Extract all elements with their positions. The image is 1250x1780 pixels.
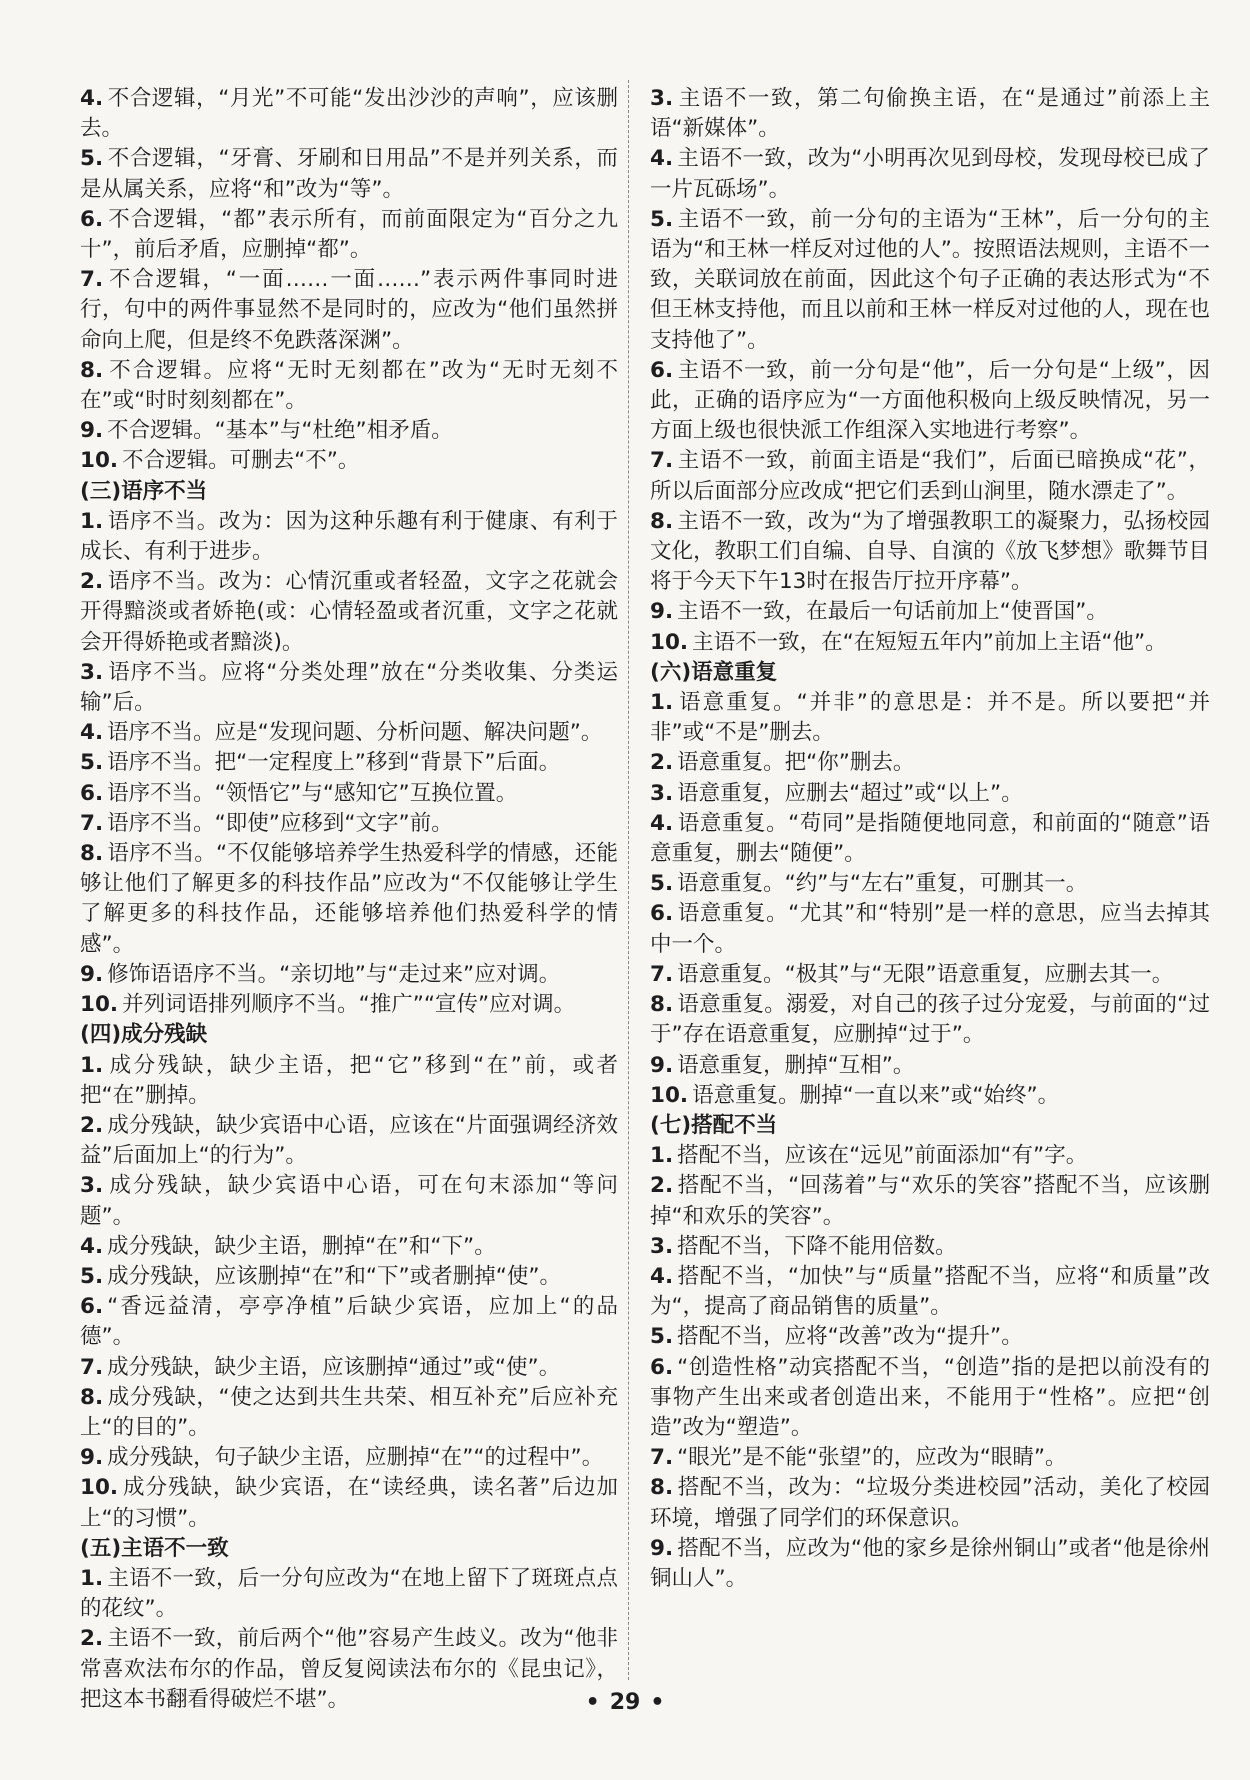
item-text: 搭配不当，“回荡着”与“欢乐的笑容”搭配不当，应该删掉“和欢乐的笑容”。 [650,1173,1210,1229]
answer-item [650,809,1210,869]
answer-item [80,1262,618,1292]
answer-item [80,718,618,748]
answer-item [650,507,1210,598]
item-text: 成分残缺，缺少主语，应该删掉“通过”或“使”。 [107,1354,561,1380]
answer-item [650,990,1210,1050]
answer-item [80,265,618,356]
item-number: 10. [650,1082,689,1108]
item-text: 语意重复。“并非”的意思是：并不是。所以要把“并非”或“不是”删去。 [650,690,1210,746]
answer-item [650,869,1210,899]
item-text: 搭配不当，应该在“远见”前面添加“有”字。 [677,1143,1088,1169]
item-number: 6. [80,1294,104,1320]
answer-item [650,899,1210,959]
item-number: 8. [650,992,674,1018]
item-text: 成分残缺，缺少主语，把“它”移到“在”前，或者把“在”删掉。 [80,1052,618,1108]
answer-item [80,1292,618,1352]
item-number: 1. [650,690,674,716]
item-number: 2. [80,1626,104,1652]
item-number: 2. [80,1112,104,1138]
item-text: 成分残缺，应该删掉“在”和“下”或者删掉“使”。 [107,1263,561,1289]
item-number: 8. [80,841,104,867]
item-text: 语序不当。把“一定程度上”移到“背景下”后面。 [107,750,561,776]
item-text: 并列词语排列顺序不当。“推广”“宣传”应对调。 [122,992,576,1018]
item-number: 9. [80,1445,104,1471]
answer-item [650,688,1210,748]
answer-item [80,809,618,839]
item-text: 成分残缺，缺少主语，删掉“在”和“下”。 [107,1233,496,1259]
item-text: 主语不一致，改为“为了增强教职工的凝聚力，弘扬校园文化，教职工们自编、自导、自演的《放飞梦想》歌舞节目将于今天下午13时在报告厅拉开序幕”。 [650,508,1210,595]
item-text: 成分残缺，句子缺少主语，应删掉“在”“的过程中”。 [107,1445,604,1471]
item-number: 4. [80,720,104,746]
answer-item [650,1322,1210,1352]
answer-item [650,1171,1210,1231]
item-text: 语意重复，应删去“超过”或“以上”。 [677,780,1023,806]
item-text: 语意重复，删掉“互相”。 [677,1052,915,1078]
item-text: 主语不一致，后一分句应改为“在地上留下了斑斑点点的花纹”。 [80,1565,618,1622]
answer-item [650,1443,1210,1473]
item-text: 语意重复。把“你”删去。 [677,750,915,776]
answer-item [80,205,618,265]
answer-item [650,628,1210,658]
item-text: 不合逻辑。“基本”与“杜绝”相矛盾。 [107,418,453,444]
item-number: 1. [80,1565,104,1591]
answer-item [80,416,618,446]
item-number: 1. [650,1143,674,1169]
answer-item [650,748,1210,778]
item-number: 3. [80,659,104,685]
item-number: 3. [650,86,674,111]
item-text: 成分残缺，缺少宾语中心语，应该在“片面强调经济效益”后面加上“的行为”。 [80,1112,618,1169]
item-number: 2. [650,750,674,776]
item-text: 主语不一致，改为“小明再次见到母校，发现母校已成了一片瓦砾场”。 [650,146,1210,202]
item-number: 4. [80,1233,104,1259]
item-number: 8. [80,1384,104,1410]
item-text: 搭配不当，下降不能用倍数。 [677,1233,957,1259]
item-text: 不合逻辑。应将“无时无刻都在”改为“无时无刻不在”或“时时刻刻都在”。 [80,357,618,414]
item-text: 成分残缺，“使之达到共生共荣、相互补充”后应补充上“的目的”。 [80,1384,618,1440]
item-number: 6. [80,206,104,232]
item-text: 主语不一致，前一分句是“他”，后一分句是“上级”，因此，正确的语序应为“一方面他积极向上级反映情况，另一方面上级也很快派工作组深入实地进行考察”。 [650,357,1210,444]
answer-item [650,1262,1210,1322]
item-number: 4. [650,146,674,172]
answer-item [650,1081,1210,1111]
item-text: 不合逻辑，“牙膏、牙刷和日用品”不是并列关系，而是从属关系，应将“和”改为“等”。 [80,146,618,202]
answer-item [80,1171,618,1231]
item-number: 8. [650,508,674,534]
answer-item [80,144,618,204]
item-number: 9. [650,1535,674,1561]
item-number: 7. [650,448,674,474]
item-number: 6. [80,780,104,806]
answer-item [650,84,1210,144]
item-text: 语序不当。“不仅能够培养学生热爱科学的情感，还能够让他们了解更多的科技作品”应改为“不仅能够让学生了解更多的科技作品，还能够培养他们热爱科学的情感”。 [80,841,618,957]
item-text: “香远益清，亭亭净植”后缺少宾语，应加上“的品德”。 [80,1294,618,1350]
answer-item [650,356,1210,447]
answer-item [80,1443,618,1473]
item-number: 8. [650,1475,674,1501]
item-number: 5. [650,206,674,232]
item-text: 搭配不当，“加快”与“质量”搭配不当，应将“和质量”改为“，提高了商品销售的质量”。 [650,1263,1210,1320]
item-text: 语意重复。溺爱，对自己的孩子过分宠爱，与前面的“过于”存在语意重复，应删掉“过于”。 [650,992,1210,1048]
item-text: 成分残缺，缺少宾语，在“读经典，读名著”后边加上“的习惯”。 [80,1475,618,1531]
section-heading: (四)成分残缺 [80,1022,208,1048]
answer-item [80,1564,618,1624]
column-divider [628,80,629,1680]
item-number: 6. [650,357,674,383]
footer-dot-right: • [650,1690,665,1715]
item-text: 语意重复。“苟同”是指随便地同意，和前面的“随意”语意重复，删去“随便”。 [650,810,1210,867]
footer-dot-left: • [585,1690,600,1715]
answer-item [80,1051,618,1111]
answer-item [80,356,618,416]
item-text: 不合逻辑。可删去“不”。 [122,448,360,474]
section-heading: (六)语意重复 [650,659,778,685]
item-text: 主语不一致，在最后一句话前加上“使晋国”。 [677,599,1108,625]
item-number: 5. [80,146,104,172]
answer-item [650,1051,1210,1081]
answer-item [650,205,1210,356]
item-number: 9. [80,961,104,987]
item-text: 语序不当。改为：因为这种乐趣有利于健康、有利于成长、有利于进步。 [80,508,618,565]
item-number: 7. [650,1445,674,1471]
answer-item [80,1111,618,1171]
answer-item [650,779,1210,809]
answer-item [80,446,618,476]
item-number: 9. [80,418,104,444]
item-text: 搭配不当，改为：“垃圾分类进校园”活动，美化了校园环境，增强了同学们的环保意识。 [650,1475,1210,1531]
item-number: 4. [650,1263,674,1289]
item-text: 主语不一致，第二句偷换主语，在“是通过”前添上主语“新媒体”。 [650,86,1210,142]
answer-item [80,84,618,144]
answer-item [650,960,1210,990]
answer-item [80,839,618,960]
item-text: 语意重复。“极其”与“无限”语意重复，应删去其一。 [677,961,1174,987]
item-number: 6. [650,1354,674,1380]
item-number: 10. [80,448,119,474]
answer-item [80,990,618,1020]
item-number: 2. [80,569,104,595]
item-text: 不合逻辑，“一面……一面……”表示两件事同时进行，句中的两件事显然不是同时的，应改为“他们虽然拼命向上爬，但是终不免跌落深渊”。 [80,267,618,353]
item-number: 7. [650,961,674,987]
item-number: 2. [650,1173,674,1199]
item-number: 1. [80,508,104,534]
item-number: 9. [650,1052,674,1078]
item-number: 5. [650,1324,674,1350]
item-number: 7. [80,810,104,836]
item-number: 8. [80,357,104,383]
item-number: 10. [650,629,689,655]
item-text: 不合逻辑，“都”表示所有，而前面限定为“百分之九十”，前后矛盾，应删掉“都”。 [80,206,618,263]
left-column [80,84,618,1715]
item-text: “眼光”是不能“张望”的，应改为“眼睛”。 [677,1445,1067,1471]
item-number: 6. [650,901,674,927]
item-text: 成分残缺，缺少宾语中心语，可在句末添加“等问题”。 [80,1173,618,1229]
item-text: 语序不当。改为：心情沉重或者轻盈，文字之花就会开得黯淡或者娇艳(或：心情轻盈或者沉重，文字之花就会开得娇艳或者黯淡)。 [80,569,618,655]
answer-item [650,446,1210,506]
item-number: 5. [80,1263,104,1289]
section-heading: (七)搭配不当 [650,1112,778,1138]
answer-item [80,1353,618,1383]
item-text: 主语不一致，在“在短短五年内”前加上主语“他”。 [692,629,1167,655]
answer-item [650,1141,1210,1171]
answer-item [650,1232,1210,1262]
answer-item [80,658,618,718]
answer-item [80,1232,618,1262]
item-number: 4. [80,86,104,111]
section-heading: (三)语序不当 [80,478,208,504]
item-number: 9. [650,599,674,625]
item-number: 7. [80,1354,104,1380]
item-text: 语序不当。“即使”应移到“文字”前。 [107,810,453,836]
item-number: 3. [650,1233,674,1259]
item-number: 5. [650,871,674,897]
item-number: 1. [80,1052,104,1078]
answer-item [80,507,618,567]
item-text: 主语不一致，前后两个“他”容易产生歧义。改为“他非常喜欢法布尔的作品，曾反复阅读法布尔的《昆虫记》，把这本书翻看得破烂不堪”。 [80,1626,618,1712]
item-text: 语意重复。“约”与“左右”重复，可删其一。 [677,871,1088,897]
answer-item [650,144,1210,204]
item-number: 7. [80,267,104,293]
item-text: 语意重复。删掉“一直以来”或“始终”。 [692,1082,1060,1108]
item-text: 搭配不当，应将“改善”改为“提升”。 [677,1324,1023,1350]
page-footer [0,1690,1250,1715]
item-number: 10. [80,992,119,1018]
answer-item [650,1473,1210,1533]
item-text: 语序不当。“领悟它”与“感知它”互换位置。 [107,780,518,806]
item-number: 10. [80,1475,119,1501]
item-number: 3. [650,780,674,806]
answer-item [80,1473,618,1533]
item-text: 语序不当。应是“发现问题、分析问题、解决问题”。 [107,720,603,746]
answer-item [650,1353,1210,1444]
item-text: 语序不当。应将“分类处理”放在“分类收集、分类运输”后。 [80,659,618,716]
answer-item [80,567,618,658]
item-text: 语意重复。“尤其”和“特别”是一样的意思，应当去掉其中一个。 [650,901,1210,957]
item-number: 4. [650,810,674,836]
item-text: 不合逻辑，“月光”不可能“发出沙沙的声响”，应该删去。 [80,86,618,142]
answer-item [650,597,1210,627]
answer-item [80,1383,618,1443]
answer-item [80,748,618,778]
item-text: 主语不一致，前一分句的主语为“王林”，后一分句的主语为“和王林一样反对过他的人”。按照语法规则，主语不一致，关联词放在前面，因此这个句子正确的表达形式为“不但王林支持他，而且以前和王林一样反对过他的人，现在也支持他了”。 [650,206,1210,353]
section-heading: (五)主语不一致 [80,1535,229,1561]
item-number: 5. [80,750,104,776]
item-number: 3. [80,1173,104,1199]
page-number: 29 [609,1690,641,1715]
answer-item [650,1534,1210,1594]
answer-item [80,960,618,990]
answer-item [80,779,618,809]
item-text: 搭配不当，应改为“他的家乡是徐州铜山”或者“他是徐州铜山人”。 [650,1535,1210,1591]
right-column [650,84,1210,1594]
item-text: “创造性格”动宾搭配不当，“创造”指的是把以前没有的事物产生出来或者创造出来，不能用于“性格”。应把“创造”改为“塑造”。 [650,1354,1210,1440]
item-text: 主语不一致，前面主语是“我们”，后面已暗换成“花”，所以后面部分应改成“把它们丢到山涧里，随水漂走了”。 [650,448,1210,504]
item-text: 修饰语语序不当。“亲切地”与“走过来”应对调。 [107,961,561,987]
